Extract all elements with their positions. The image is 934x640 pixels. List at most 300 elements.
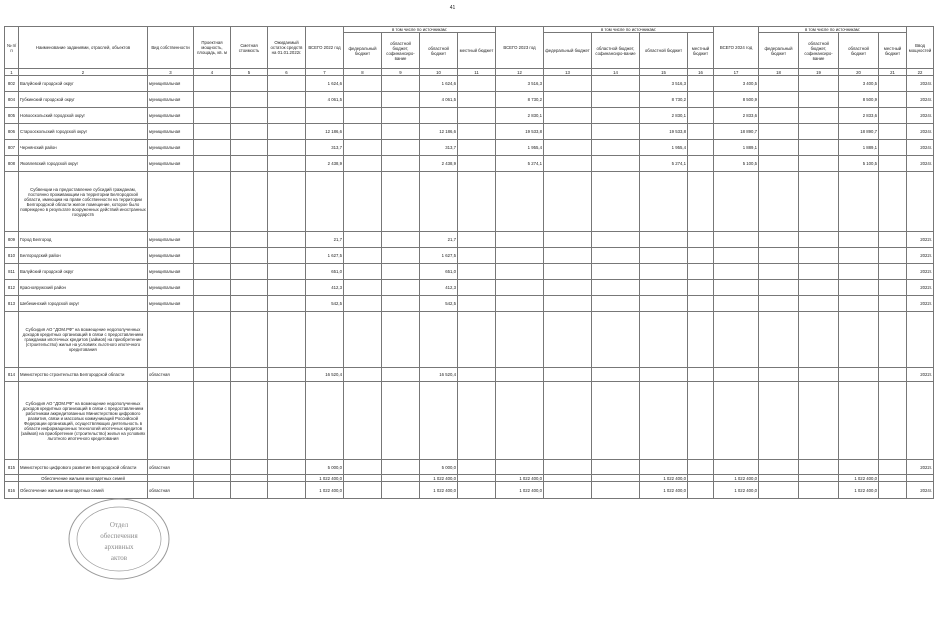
row-ownership: муниципальная xyxy=(148,248,194,264)
total-2023: 3 516,3 xyxy=(496,76,544,92)
regional-2024: 2 833,6 xyxy=(839,108,879,124)
empty-cell xyxy=(344,172,382,232)
empty-cell xyxy=(194,264,231,280)
total-2023: 19 533,8 xyxy=(496,124,544,140)
regional-2022: 1 022 400,0 xyxy=(420,475,458,482)
column-number: 9 xyxy=(382,69,420,76)
empty-cell xyxy=(759,368,799,382)
header-regional-cofin: областной бюджет, софинансиро-вание xyxy=(382,33,420,69)
regional-2022 xyxy=(420,108,458,124)
row-number: 807 xyxy=(5,140,19,156)
empty-cell xyxy=(544,264,592,280)
empty-cell xyxy=(879,460,907,475)
section-heading: Субсидия АО "ДОМ.РФ" на возмещение недополученных доходов кредитных организаций в связи с предоставлением работникам аккредитованных Министерством цифрового развития, связи и массовых коммуникаций Российской Федерации организаций, осуществляющих деятельность в области информационных технологий ипотечных кредитов (займов) на приобретение (строительство) жилья на условиях льготного ипотечного кредитования xyxy=(19,382,148,460)
empty-cell xyxy=(458,296,496,312)
table-row xyxy=(5,140,934,156)
empty-cell xyxy=(382,264,420,280)
empty-cell xyxy=(759,156,799,172)
column-number: 14 xyxy=(592,69,640,76)
header-federal: федеральный бюджет xyxy=(344,33,382,69)
header-total-2023: ВСЕГО 2023 год xyxy=(496,27,544,69)
regional-2024 xyxy=(839,232,879,248)
empty-cell xyxy=(268,124,306,140)
empty-cell xyxy=(458,248,496,264)
column-number: 2 xyxy=(19,69,148,76)
row-ownership xyxy=(148,475,194,482)
empty-cell xyxy=(458,482,496,499)
row-name: Губкинский городской округ xyxy=(19,92,148,108)
empty-cell xyxy=(799,264,839,280)
total-2024 xyxy=(714,460,759,475)
empty-cell xyxy=(799,475,839,482)
header-regional: областной бюджет xyxy=(420,33,458,69)
empty-cell xyxy=(759,382,799,460)
svg-text:актов: актов xyxy=(110,554,128,562)
empty-cell xyxy=(839,312,879,368)
empty-cell xyxy=(268,482,306,499)
empty-cell xyxy=(194,248,231,264)
regional-2024 xyxy=(839,280,879,296)
empty-cell xyxy=(344,232,382,248)
empty-cell xyxy=(879,156,907,172)
commissioning-year: 2022г. xyxy=(907,248,934,264)
empty-cell xyxy=(544,368,592,382)
total-2024: 3 400,5 xyxy=(714,76,759,92)
empty-cell xyxy=(544,232,592,248)
section-heading-row xyxy=(5,172,934,232)
row-ownership: муниципальная xyxy=(148,280,194,296)
empty-cell xyxy=(458,312,496,368)
empty-cell xyxy=(268,232,306,248)
section-heading-row xyxy=(5,382,934,460)
empty-cell xyxy=(879,76,907,92)
empty-cell xyxy=(231,172,268,232)
empty-cell xyxy=(544,296,592,312)
empty-cell xyxy=(688,296,714,312)
regional-2022: 412,3 xyxy=(420,280,458,296)
row-number: 809 xyxy=(5,232,19,248)
empty-cell xyxy=(382,312,420,368)
commissioning-year: 2022г. xyxy=(907,264,934,280)
regional-2022: 4 061,5 xyxy=(420,92,458,108)
empty-cell xyxy=(344,248,382,264)
total-2023 xyxy=(496,248,544,264)
regional-2022: 1 624,6 xyxy=(420,76,458,92)
total-2023: 1 022 400,0 xyxy=(496,482,544,499)
empty-cell xyxy=(688,172,714,232)
row-name: Новооскольский городской округ xyxy=(19,108,148,124)
total-2023: 8 730,2 xyxy=(496,92,544,108)
empty-cell xyxy=(688,232,714,248)
row-ownership: муниципальная xyxy=(148,108,194,124)
empty-cell xyxy=(268,368,306,382)
empty-cell xyxy=(640,382,688,460)
regional-2024: 3 400,5 xyxy=(839,76,879,92)
empty-cell xyxy=(458,280,496,296)
empty-cell xyxy=(344,76,382,92)
regional-2023: 1 022 400,0 xyxy=(640,475,688,482)
table-row xyxy=(5,156,934,172)
empty-cell xyxy=(231,124,268,140)
empty-cell xyxy=(458,368,496,382)
empty-cell xyxy=(759,264,799,280)
commissioning-year: 2024г. xyxy=(907,140,934,156)
total-2024: 1 889,1 xyxy=(714,140,759,156)
empty-cell xyxy=(344,382,382,460)
empty-cell xyxy=(148,382,194,460)
empty-cell xyxy=(592,264,640,280)
regional-2024: 5 100,5 xyxy=(839,156,879,172)
empty-cell xyxy=(688,460,714,475)
empty-cell xyxy=(194,475,231,482)
empty-cell xyxy=(879,232,907,248)
total-2023 xyxy=(496,264,544,280)
empty-cell xyxy=(231,280,268,296)
empty-cell xyxy=(231,156,268,172)
table-row xyxy=(5,108,934,124)
regional-2023 xyxy=(640,248,688,264)
empty-cell xyxy=(592,232,640,248)
row-name: Краснояружский район xyxy=(19,280,148,296)
empty-cell xyxy=(268,92,306,108)
empty-cell xyxy=(592,108,640,124)
empty-cell xyxy=(268,312,306,368)
empty-cell xyxy=(458,140,496,156)
empty-cell xyxy=(496,312,544,368)
column-number: 19 xyxy=(799,69,839,76)
commissioning-year: 2024г. xyxy=(907,92,934,108)
empty-cell xyxy=(194,382,231,460)
empty-cell xyxy=(688,92,714,108)
empty-cell xyxy=(688,156,714,172)
total-2022: 313,7 xyxy=(306,140,344,156)
empty-cell xyxy=(879,92,907,108)
column-number: 13 xyxy=(544,69,592,76)
empty-cell xyxy=(799,248,839,264)
empty-cell xyxy=(5,382,19,460)
empty-cell xyxy=(458,92,496,108)
empty-cell xyxy=(839,382,879,460)
row-number: 814 xyxy=(5,368,19,382)
total-2022: 21,7 xyxy=(306,232,344,248)
empty-cell xyxy=(194,312,231,368)
empty-cell xyxy=(382,368,420,382)
empty-cell xyxy=(268,140,306,156)
empty-cell xyxy=(382,76,420,92)
empty-cell xyxy=(194,124,231,140)
row-number: 806 xyxy=(5,124,19,140)
empty-cell xyxy=(544,312,592,368)
column-number: 16 xyxy=(688,69,714,76)
row-name: Яковлевский городской округ xyxy=(19,156,148,172)
header-regional: областной бюджет xyxy=(640,33,688,69)
regional-2022: 5 000,0 xyxy=(420,460,458,475)
empty-cell xyxy=(344,140,382,156)
total-2022: 12 186,6 xyxy=(306,124,344,140)
row-name: Обеспечение жильем многодетных семей xyxy=(19,482,148,499)
empty-cell xyxy=(688,280,714,296)
empty-cell xyxy=(268,475,306,482)
empty-cell xyxy=(382,140,420,156)
empty-cell xyxy=(592,482,640,499)
commissioning-year: 2022г. xyxy=(907,280,934,296)
table-row xyxy=(5,92,934,108)
empty-cell xyxy=(420,312,458,368)
header-regional: областной бюджет xyxy=(839,33,879,69)
regional-2024: 8 500,9 xyxy=(839,92,879,108)
empty-cell xyxy=(799,108,839,124)
empty-cell xyxy=(231,92,268,108)
empty-cell xyxy=(879,140,907,156)
row-number: 804 xyxy=(5,92,19,108)
empty-cell xyxy=(344,108,382,124)
empty-cell xyxy=(231,140,268,156)
regional-2022: 1 022 400,0 xyxy=(420,482,458,499)
empty-cell xyxy=(344,460,382,475)
empty-cell xyxy=(879,296,907,312)
empty-cell xyxy=(688,264,714,280)
column-number: 18 xyxy=(759,69,799,76)
column-number: 7 xyxy=(306,69,344,76)
regional-2023: 1 955,4 xyxy=(640,140,688,156)
regional-2023: 2 830,1 xyxy=(640,108,688,124)
regional-2024 xyxy=(839,264,879,280)
empty-cell xyxy=(799,124,839,140)
regional-2023 xyxy=(640,264,688,280)
empty-cell xyxy=(592,296,640,312)
table-row xyxy=(5,264,934,280)
empty-cell xyxy=(382,280,420,296)
empty-cell xyxy=(420,172,458,232)
empty-cell xyxy=(759,460,799,475)
regional-2022: 16 520,4 xyxy=(420,368,458,382)
empty-cell xyxy=(344,482,382,499)
regional-2023 xyxy=(640,368,688,382)
empty-cell xyxy=(592,172,640,232)
regional-2022: 313,7 xyxy=(420,140,458,156)
row-number: 810 xyxy=(5,248,19,264)
header-cost: Сметная стоимость xyxy=(231,27,268,69)
total-2023 xyxy=(496,232,544,248)
empty-cell xyxy=(458,382,496,460)
total-2022: 2 438,9 xyxy=(306,156,344,172)
empty-cell xyxy=(458,232,496,248)
total-2022: 651,0 xyxy=(306,264,344,280)
empty-cell xyxy=(592,312,640,368)
column-number: 15 xyxy=(640,69,688,76)
empty-cell xyxy=(5,312,19,368)
empty-cell xyxy=(194,232,231,248)
empty-cell xyxy=(688,140,714,156)
empty-cell xyxy=(458,475,496,482)
empty-cell xyxy=(306,172,344,232)
row-name: Обеспечение жильем многодетных семей xyxy=(19,475,148,482)
empty-cell xyxy=(231,248,268,264)
regional-2023 xyxy=(640,232,688,248)
empty-cell xyxy=(268,264,306,280)
empty-cell xyxy=(458,156,496,172)
row-name: Валуйский городской округ xyxy=(19,76,148,92)
empty-cell xyxy=(592,460,640,475)
column-number: 1 xyxy=(5,69,19,76)
empty-cell xyxy=(759,280,799,296)
total-2024 xyxy=(714,248,759,264)
column-number: 17 xyxy=(714,69,759,76)
row-number: 816 xyxy=(5,482,19,499)
total-2024 xyxy=(714,296,759,312)
empty-cell xyxy=(799,280,839,296)
empty-cell xyxy=(759,232,799,248)
column-number: 10 xyxy=(420,69,458,76)
empty-cell xyxy=(688,368,714,382)
empty-cell xyxy=(231,312,268,368)
empty-cell xyxy=(231,482,268,499)
regional-2022: 1 627,5 xyxy=(420,248,458,264)
empty-cell xyxy=(839,172,879,232)
empty-cell xyxy=(544,248,592,264)
table-row xyxy=(5,124,934,140)
regional-2024: 18 890,7 xyxy=(839,124,879,140)
row-name: Чернянский район xyxy=(19,140,148,156)
regional-2024: 1 022 400,0 xyxy=(839,475,879,482)
regional-2023: 1 022 400,0 xyxy=(640,482,688,499)
empty-cell xyxy=(592,124,640,140)
row-ownership: областная xyxy=(148,482,194,499)
empty-cell xyxy=(194,296,231,312)
column-number: 6 xyxy=(268,69,306,76)
empty-cell xyxy=(879,172,907,232)
empty-cell xyxy=(194,172,231,232)
total-2022: 1 627,5 xyxy=(306,248,344,264)
header-local: местный бюджет xyxy=(879,33,907,69)
empty-cell xyxy=(344,312,382,368)
empty-cell xyxy=(268,382,306,460)
empty-cell xyxy=(268,280,306,296)
empty-cell xyxy=(544,108,592,124)
header-total-2022: ВСЕГО 2022 год xyxy=(306,27,344,69)
table-row xyxy=(5,280,934,296)
empty-cell xyxy=(592,475,640,482)
empty-cell xyxy=(759,108,799,124)
regional-2024 xyxy=(839,296,879,312)
regional-2024: 1 889,1 xyxy=(839,140,879,156)
row-ownership: муниципальная xyxy=(148,140,194,156)
column-number: 22 xyxy=(907,69,934,76)
empty-cell xyxy=(799,312,839,368)
empty-cell xyxy=(194,280,231,296)
column-number: 20 xyxy=(839,69,879,76)
empty-cell xyxy=(194,140,231,156)
empty-cell xyxy=(759,76,799,92)
row-name: Старооскольский городской округ xyxy=(19,124,148,140)
empty-cell xyxy=(194,76,231,92)
svg-text:архивных: архивных xyxy=(104,543,134,551)
header-name: Наименование заданиями, отраслей, объектов xyxy=(19,27,148,69)
empty-cell xyxy=(458,460,496,475)
empty-cell xyxy=(382,460,420,475)
row-ownership: областная xyxy=(148,368,194,382)
column-number-row xyxy=(5,69,934,76)
empty-cell xyxy=(344,368,382,382)
regional-2022: 21,7 xyxy=(420,232,458,248)
regional-2023: 3 516,3 xyxy=(640,76,688,92)
empty-cell xyxy=(907,382,934,460)
empty-cell xyxy=(688,482,714,499)
regional-2024: 1 022 400,0 xyxy=(839,482,879,499)
table-row xyxy=(5,232,934,248)
empty-cell xyxy=(344,124,382,140)
empty-cell xyxy=(759,92,799,108)
row-name: Министерство цифрового развития Белгородской области xyxy=(19,460,148,475)
empty-cell xyxy=(458,108,496,124)
total-2024 xyxy=(714,264,759,280)
total-2022 xyxy=(306,108,344,124)
regional-2024 xyxy=(839,460,879,475)
column-number: 11 xyxy=(458,69,496,76)
total-2022: 1 624,6 xyxy=(306,76,344,92)
empty-cell xyxy=(231,296,268,312)
empty-cell xyxy=(194,108,231,124)
header-regional-cofin: областной бюджет, софинансиро-вание xyxy=(799,33,839,69)
row-name: Валуйский городской округ xyxy=(19,264,148,280)
header-group-2022: в том числе по источникам: xyxy=(344,27,496,33)
empty-cell xyxy=(268,296,306,312)
total-2022: 542,5 xyxy=(306,296,344,312)
empty-cell xyxy=(148,312,194,368)
empty-cell xyxy=(879,108,907,124)
total-2023: 1 955,4 xyxy=(496,140,544,156)
empty-cell xyxy=(544,172,592,232)
empty-cell xyxy=(799,368,839,382)
empty-cell xyxy=(907,172,934,232)
table-row xyxy=(5,460,934,475)
empty-cell xyxy=(231,460,268,475)
empty-cell xyxy=(306,312,344,368)
total-2023 xyxy=(496,280,544,296)
regional-2023: 8 730,2 xyxy=(640,92,688,108)
row-ownership: муниципальная xyxy=(148,264,194,280)
empty-cell xyxy=(759,172,799,232)
empty-cell xyxy=(759,296,799,312)
empty-cell xyxy=(268,156,306,172)
empty-cell xyxy=(592,140,640,156)
empty-cell xyxy=(231,368,268,382)
empty-cell xyxy=(148,172,194,232)
empty-cell xyxy=(382,232,420,248)
header-regional-cofin: областной бюджет, софинансиро-вание xyxy=(592,33,640,69)
header-local: местный бюджет xyxy=(458,33,496,69)
empty-cell xyxy=(496,172,544,232)
empty-cell xyxy=(194,156,231,172)
row-number: 808 xyxy=(5,156,19,172)
empty-cell xyxy=(879,280,907,296)
commissioning-year: 2024г. xyxy=(907,76,934,92)
empty-cell xyxy=(592,382,640,460)
empty-cell xyxy=(799,140,839,156)
commissioning-year: 2024г. xyxy=(907,124,934,140)
row-ownership: муниципальная xyxy=(148,232,194,248)
commissioning-year: 2022г. xyxy=(907,232,934,248)
total-2024: 18 890,7 xyxy=(714,124,759,140)
row-number: 812 xyxy=(5,280,19,296)
row-ownership: муниципальная xyxy=(148,76,194,92)
total-2024: 1 022 400,0 xyxy=(714,475,759,482)
row-name: Шебекинский городской округ xyxy=(19,296,148,312)
empty-cell xyxy=(799,296,839,312)
empty-cell xyxy=(231,475,268,482)
empty-cell xyxy=(714,382,759,460)
empty-cell xyxy=(231,382,268,460)
